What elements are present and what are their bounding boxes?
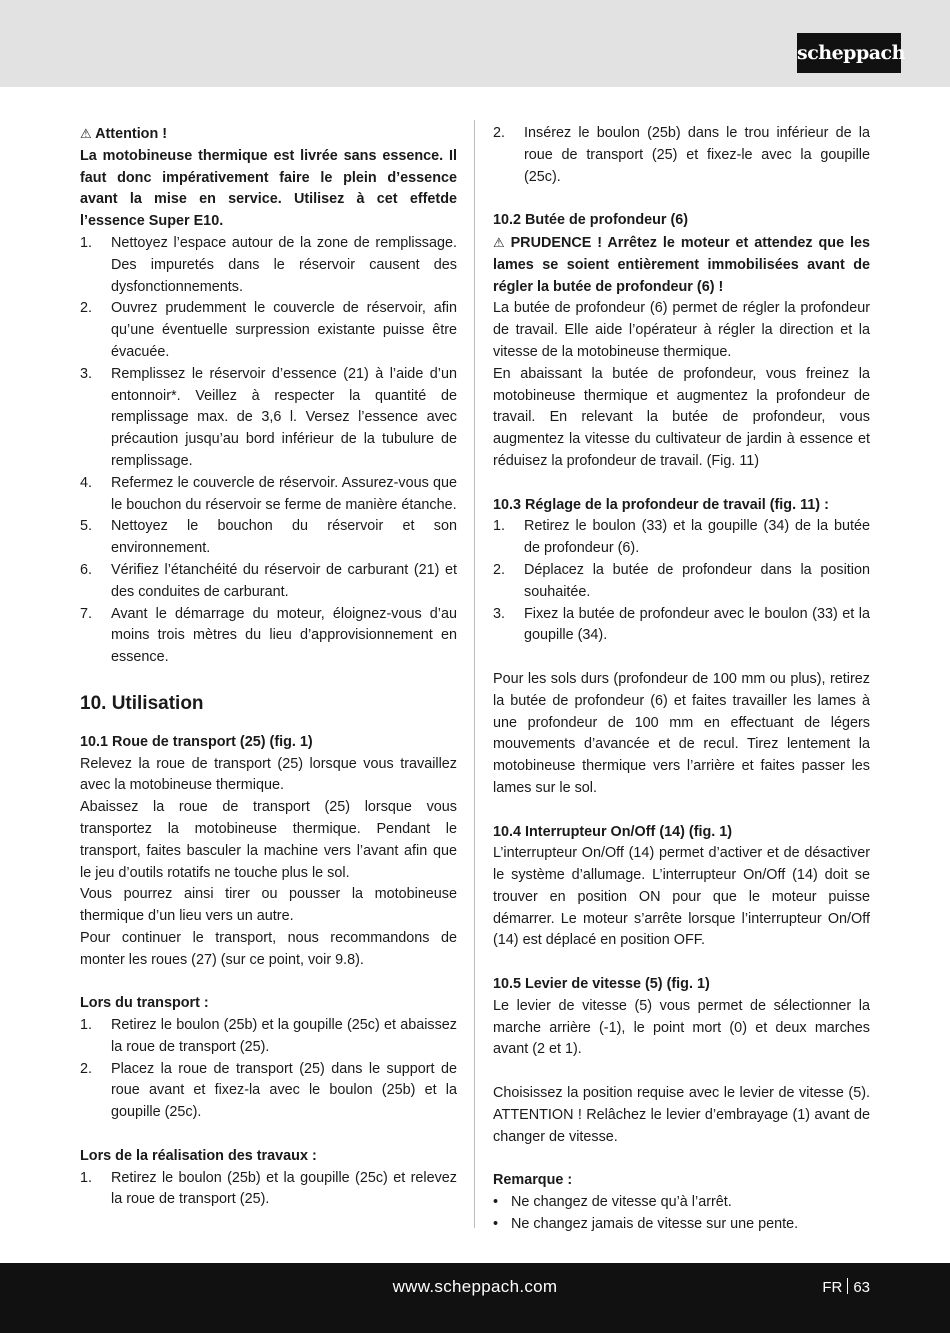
list-item-text: Insérez le boulon (25b) dans le trou inférieur de la roue de transport (25) et fixez-le avec la goupille (25c).	[524, 125, 870, 185]
list-item-marker: 1.	[493, 518, 506, 535]
s105-paragraph: Le levier de vitesse (5) vous permet de sélectionner la marche arrière (-1), le point mort (0) et deux marches avant (2 et 1).	[493, 997, 870, 1058]
list-item	[80, 516, 457, 560]
warning-triangle-icon: ⚠	[80, 126, 92, 141]
list-item-marker: 3.	[493, 605, 506, 622]
attention-heading: ⚠ Attention !	[80, 123, 457, 146]
work-title: Lors de la réalisation des travaux :	[80, 1147, 317, 1164]
brand-logo: scheppach	[797, 33, 901, 73]
fuel-steps-list	[80, 233, 457, 669]
list-item	[493, 516, 870, 560]
list-item-text: Retirez le boulon (25b) et la goupille (25c) et relevez la roue de transport (25).	[111, 1169, 457, 1208]
s105-paragraph: Choisissez la position requise avec le levier de vitesse (5). ATTENTION ! Relâchez le levier d’embrayage (1) avant de changer de vitesse.	[493, 1085, 870, 1145]
s105-title: 10.5 Levier de vitesse (5) (fig. 1)	[493, 976, 710, 993]
transport-title: Lors du transport :	[80, 995, 209, 1012]
list-item-text: Remplissez le réservoir d’essence (21) à l’aide d’un entonnoir*. Veillez à respecter la quantité de remplissage max. de 3,6 l. Versez l’essence avec précaution jusqu’au bord inférieur de la tubulure de remplissage.	[111, 365, 457, 469]
s102-paragraph: En abaissant la butée de profondeur, vous freinez la motobineuse thermique et augmentez la profondeur de travail. En relevant la butée de profondeur, vous augmentez la vitesse du cultivateur de jardin à essence et réduisez la profondeur de travail. (Fig. 11)	[493, 365, 870, 469]
s102-title: 10.2 Butée de profondeur (6)	[493, 212, 689, 229]
s102-caution: ⚠ PRUDENCE ! Arrêtez le moteur et attendez que les lames se soient entièrement immobilisées avant de régler la butée de profondeur (6) !	[493, 232, 870, 298]
list-item	[80, 364, 457, 473]
list-item-text: Nettoyez le bouchon du réservoir et son environnement.	[111, 518, 457, 557]
s101-title: 10.1 Roue de transport (25) (fig. 1)	[80, 733, 313, 750]
list-item	[80, 1015, 457, 1059]
list-item-marker: 1.	[80, 234, 93, 251]
footer-page-number: FR 63	[822, 1279, 870, 1296]
list-item-text: Ne changez de vitesse qu’à l’arrêt.	[511, 1194, 732, 1211]
list-item	[80, 1168, 457, 1212]
list-item	[80, 298, 457, 363]
s101-paragraph: Abaissez la roue de transport (25) lorsque vous transportez la motobineuse thermique. Pendant le transport, faites basculer la machine vers l’avant afin que le jeu d’outils rotatifs ne touche plus le sol.	[80, 799, 457, 881]
list-item-text: Placez la roue de transport (25) dans le support de roue avant et fixez-la avec le boulon (25b) et la goupille (25c).	[111, 1060, 457, 1121]
s101-paragraph: Vous pourrez ainsi tirer ou pousser la motobineuse thermique d’un lieu vers un autre.	[80, 886, 457, 925]
list-item-marker: 2.	[80, 1060, 93, 1077]
page-footer	[0, 1263, 950, 1333]
list-item	[493, 1192, 870, 1214]
column-divider	[474, 120, 475, 1228]
work-steps-continued-list	[493, 123, 870, 188]
s101-paragraph: Pour continuer le transport, nous recommandons de monter les roues (27) (sur ce point, voir 9.8).	[80, 929, 457, 968]
list-item-text: Avant le démarrage du moteur, éloignez-vous d’au moins trois mètres du lieu d’approvisionnement en essence.	[111, 605, 457, 666]
list-item	[80, 1059, 457, 1124]
s104-title: 10.4 Interrupteur On/Off (14) (fig. 1)	[493, 823, 733, 840]
right-column	[493, 123, 870, 1236]
list-item-marker: 2.	[80, 300, 93, 317]
list-item-marker: •	[493, 1215, 499, 1232]
transport-steps-list	[80, 1015, 457, 1124]
left-column	[80, 123, 457, 1211]
s103-steps-list	[493, 516, 870, 647]
list-item	[80, 233, 457, 298]
list-item-marker: 2.	[493, 125, 506, 141]
list-item-marker: 4.	[80, 474, 93, 491]
s102-paragraph: La butée de profondeur (6) permet de régler la profondeur de travail. Elle aide l’opérateur à régler la direction et la vitesse de la motobineuse thermique.	[493, 300, 870, 360]
remark-title: Remarque :	[493, 1172, 573, 1189]
list-item-marker: 1.	[80, 1169, 93, 1186]
list-item-text: Nettoyez l’espace autour de la zone de remplissage. Des impuretés dans le réservoir causent des dysfonctionnements.	[111, 234, 457, 295]
footer-url: www.scheppach.com	[392, 1277, 558, 1296]
list-item-text: Fixez la butée de profondeur avec le boulon (33) et la goupille (34).	[524, 605, 870, 644]
list-item-text: Retirez le boulon (25b) et la goupille (25c) et abaissez la roue de transport (25).	[111, 1017, 457, 1055]
list-item	[493, 560, 870, 604]
list-item-marker: 2.	[493, 561, 506, 578]
list-item-marker: 7.	[80, 605, 93, 622]
list-item-text: Ne changez jamais de vitesse sur une pente.	[511, 1215, 799, 1232]
list-item-text: Déplacez la butée de profondeur dans la position souhaitée.	[524, 561, 870, 600]
remark-list	[493, 1192, 870, 1236]
list-item	[493, 604, 870, 648]
s103-title: 10.3 Réglage de la profondeur de travail (fig. 11) :	[493, 496, 829, 513]
list-item	[80, 560, 457, 604]
list-item-text: Vérifiez l’étanchéité du réservoir de carburant (21) et des conduites de carburant.	[111, 561, 457, 600]
list-item	[80, 604, 457, 669]
s103-paragraph: Pour les sols durs (profondeur de 100 mm ou plus), retirez la butée de profondeur (6) et faites travailler les lames à une profondeur de 100 mm en effectuant de légers mouvements d’avancée et de recul. Tirez lentement la motobineuse thermique vers l’arrière et faites passer les lames sur le sol.	[493, 670, 870, 796]
s104-paragraph: L’interrupteur On/Off (14) permet d’activer et de désactiver le système d’allumage. L’interrupteur On/Off (14) doit se trouver en position ON pour que le moteur puisse démarrer. Le moteur s’arrête lorsque l’interrupteur On/Off (14) est déplacé en position OFF.	[493, 845, 870, 949]
list-item-text: Ouvrez prudemment le couvercle de réservoir, afin qu’une éventuelle surpression existante puisse être évacuée.	[111, 300, 457, 360]
footer-separator	[847, 1278, 848, 1294]
list-item-marker: 5.	[80, 518, 93, 535]
work-steps-list	[80, 1168, 457, 1212]
list-item-marker: 3.	[80, 365, 93, 382]
list-item	[80, 473, 457, 517]
list-item	[493, 1214, 870, 1236]
s101-paragraph: Relevez la roue de transport (25) lorsque vous travaillez avec la motobineuse thermique.	[80, 755, 457, 794]
list-item	[493, 123, 870, 188]
warning-triangle-icon: ⚠	[493, 234, 505, 250]
list-item-text: Refermez le couvercle de réservoir. Assurez-vous que le bouchon du réservoir se ferme de manière étanche.	[111, 474, 457, 513]
list-item-marker: 6.	[80, 561, 93, 578]
list-item-marker: 1.	[80, 1017, 93, 1034]
list-item-marker: •	[493, 1194, 499, 1211]
attention-text: La motobineuse thermique est livrée sans essence. Il faut donc impérativement faire le plein d’essence avant la mise en service. Utilisez à cet effetde l’essence Super E10.	[80, 147, 457, 230]
list-item-text: Retirez le boulon (33) et la goupille (34) de la butée de profondeur (6).	[524, 518, 870, 557]
section-title: 10. Utilisation	[80, 692, 204, 714]
